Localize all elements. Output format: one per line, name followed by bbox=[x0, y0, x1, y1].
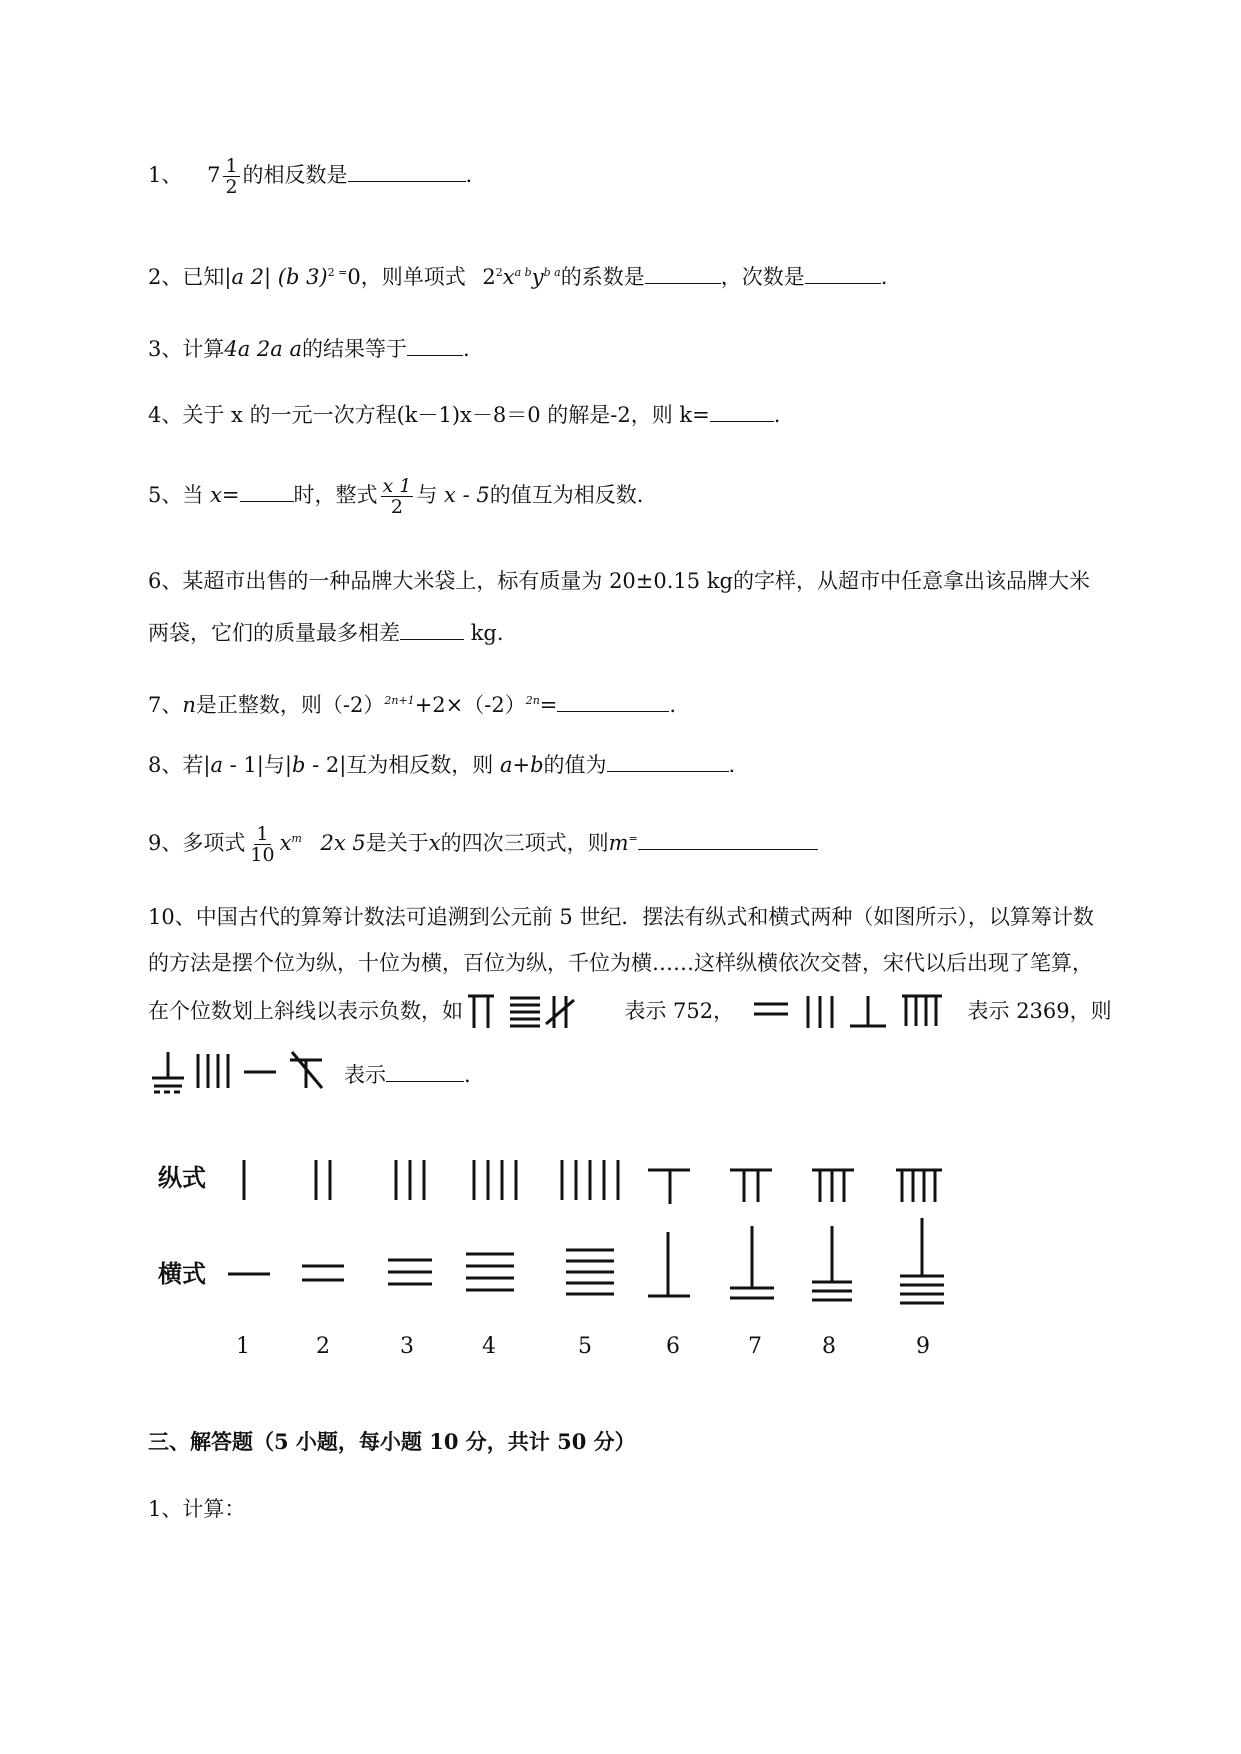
question-text: 计算 bbox=[182, 337, 225, 361]
period: . bbox=[773, 403, 781, 427]
math-expression: 2 bbox=[482, 265, 496, 289]
question-text: 的四次三项式，则 bbox=[440, 831, 609, 855]
horizontal-4 bbox=[466, 1254, 514, 1290]
question-text: 时，整式 bbox=[293, 483, 378, 507]
fraction-numerator: x 1 bbox=[382, 475, 412, 497]
horizontal-2 bbox=[302, 1266, 344, 1280]
question-text: 的值为 bbox=[543, 753, 607, 777]
math-variable: a bbox=[210, 753, 223, 777]
section-3-question-1: 1、计算： bbox=[148, 1497, 246, 1521]
period: . bbox=[728, 753, 736, 777]
superscript: a b bbox=[514, 266, 532, 279]
period: . bbox=[463, 337, 470, 361]
math-variable: b bbox=[291, 753, 306, 777]
vertical-8 bbox=[812, 1170, 854, 1202]
rod-table-row1-label: 纵式 bbox=[158, 1163, 206, 1192]
digit-label: 9 bbox=[916, 1334, 930, 1359]
question-text: 的值互为相反数. bbox=[489, 483, 644, 507]
question-10-line-1: 10、中国古代的算筹计数法可追溯到公元前 5 世纪．摆法有纵式和横式两种（如图所示），以算筹计数 bbox=[148, 905, 1094, 929]
digit-label: 7 bbox=[748, 1334, 762, 1359]
vertical-9 bbox=[896, 1170, 942, 1202]
question-number: 1、 bbox=[148, 163, 183, 187]
horizontal-3 bbox=[388, 1260, 432, 1284]
superscript: 2 bbox=[495, 266, 503, 279]
horizontal-6 bbox=[648, 1232, 690, 1296]
question-text: 表示 bbox=[344, 1063, 386, 1087]
math-expression: a+b bbox=[499, 753, 544, 777]
digit-label: 5 bbox=[578, 1334, 592, 1359]
question-text: - 2|互为相反数，则 bbox=[305, 753, 494, 777]
question-text: +2×（-2） bbox=[414, 693, 526, 717]
horizontal-8 bbox=[812, 1226, 852, 1300]
section-3-title: 三、解答题（5 小题，每小题 10 分，共计 50 分） bbox=[148, 1429, 636, 1454]
period: . bbox=[496, 621, 504, 645]
period: . bbox=[464, 1063, 471, 1087]
question-text: 的相反数是 bbox=[242, 163, 348, 187]
question-number: 5、 bbox=[148, 483, 183, 507]
digit-label: 1 bbox=[236, 1334, 250, 1359]
period: . bbox=[669, 693, 677, 717]
superscript: 2n+1 bbox=[384, 694, 415, 707]
question-text: 表示 752， bbox=[624, 999, 735, 1023]
vertical-2 bbox=[316, 1160, 330, 1200]
question-text: 的字样，从超市中任意拿出该品牌大米 bbox=[733, 569, 1090, 593]
math-variable: x bbox=[428, 831, 441, 855]
superscript: 2n bbox=[525, 694, 540, 707]
digit-label: 2 bbox=[316, 1334, 330, 1359]
question-text: ，次数是 bbox=[720, 265, 805, 289]
question-number: 2、 bbox=[148, 265, 183, 289]
horizontal-5 bbox=[566, 1250, 614, 1294]
horizontal-7 bbox=[730, 1226, 774, 1298]
fraction-denominator: 2 bbox=[225, 176, 238, 198]
horizontal-9 bbox=[900, 1218, 944, 1303]
question-number: 6、 bbox=[148, 569, 183, 593]
math-expression: x - 5 bbox=[444, 483, 490, 507]
question-text: 当 bbox=[182, 483, 204, 507]
question-text: 0，则单项式 bbox=[347, 265, 466, 289]
period: . bbox=[880, 265, 888, 289]
superscript: b a bbox=[543, 266, 561, 279]
equals-sign: = bbox=[539, 693, 558, 717]
math-expression: |a 2| (b 3) bbox=[224, 265, 328, 289]
question-number: 3、 bbox=[148, 337, 183, 361]
question-text: 在个位数划上斜线以表示负数，如 bbox=[148, 999, 463, 1023]
mixed-number-whole: 7 bbox=[207, 163, 221, 187]
question-text: 与 bbox=[416, 483, 438, 507]
question-text: 的系数是 bbox=[560, 265, 645, 289]
rod-table-row2-label: 横式 bbox=[158, 1259, 206, 1288]
math-variable: x bbox=[502, 265, 515, 289]
question-number: 4、 bbox=[148, 403, 183, 427]
question-text: 关于 x 的一元一次方程(k－1)x－8＝0 的解是-2，则 k= bbox=[182, 403, 710, 427]
question-number: 9、 bbox=[148, 831, 183, 855]
vertical-7 bbox=[730, 1170, 772, 1202]
digit-label: 8 bbox=[822, 1334, 836, 1359]
question-text: 是正整数，则（-2） bbox=[195, 693, 385, 717]
question-text: 的结果等于 bbox=[302, 337, 408, 361]
vertical-3 bbox=[396, 1160, 424, 1200]
equals-sign: = bbox=[628, 832, 638, 845]
vertical-5 bbox=[562, 1160, 618, 1200]
question-text: - 1|与| bbox=[222, 753, 292, 777]
question-text: 某超市出售的一种品牌大米袋上，标有质量为 bbox=[182, 569, 603, 593]
question-10-line-2: 的方法是摆个位为纵，十位为横，百位为纵，千位为横……这样纵横依次交替，宋代以后出现了笔算， bbox=[148, 951, 1093, 975]
unit: kg bbox=[706, 569, 733, 593]
question-text: 多项式 bbox=[182, 831, 246, 855]
question-text: 表示 2369，则 bbox=[967, 999, 1112, 1023]
fraction-denominator: 2 bbox=[390, 496, 403, 518]
vertical-4 bbox=[474, 1160, 516, 1200]
digit-label: 4 bbox=[482, 1334, 496, 1359]
math-variable: y bbox=[531, 265, 544, 289]
question-text: 若| bbox=[182, 753, 211, 777]
equals-sign: = bbox=[221, 483, 240, 507]
question-text: 是关于 bbox=[365, 831, 429, 855]
vertical-6 bbox=[648, 1170, 690, 1204]
math-expression: 4a 2a a bbox=[224, 337, 303, 361]
fraction-denominator: 10 bbox=[250, 844, 275, 866]
fraction-numerator: 1 bbox=[225, 155, 238, 177]
superscript: m bbox=[291, 832, 302, 845]
question-text: 两袋，它们的质量最多相差 bbox=[148, 621, 400, 645]
math-variable: x bbox=[279, 831, 292, 855]
unit: kg bbox=[470, 621, 497, 645]
question-number: 7、 bbox=[148, 693, 183, 717]
period: . bbox=[465, 163, 473, 187]
digit-label: 3 bbox=[400, 1334, 414, 1359]
question-number: 8、 bbox=[148, 753, 183, 777]
math-expression: 2x 5 bbox=[320, 831, 366, 855]
digit-label: 6 bbox=[666, 1334, 680, 1359]
superscript: 2 = bbox=[327, 266, 348, 279]
math-variable: n bbox=[182, 693, 196, 717]
math-variable: x bbox=[210, 483, 222, 507]
math-expression: 20±0.15 bbox=[609, 569, 701, 593]
fraction-numerator: 1 bbox=[256, 823, 269, 845]
math-variable: m bbox=[608, 831, 629, 855]
question-text: 已知 bbox=[182, 265, 225, 289]
